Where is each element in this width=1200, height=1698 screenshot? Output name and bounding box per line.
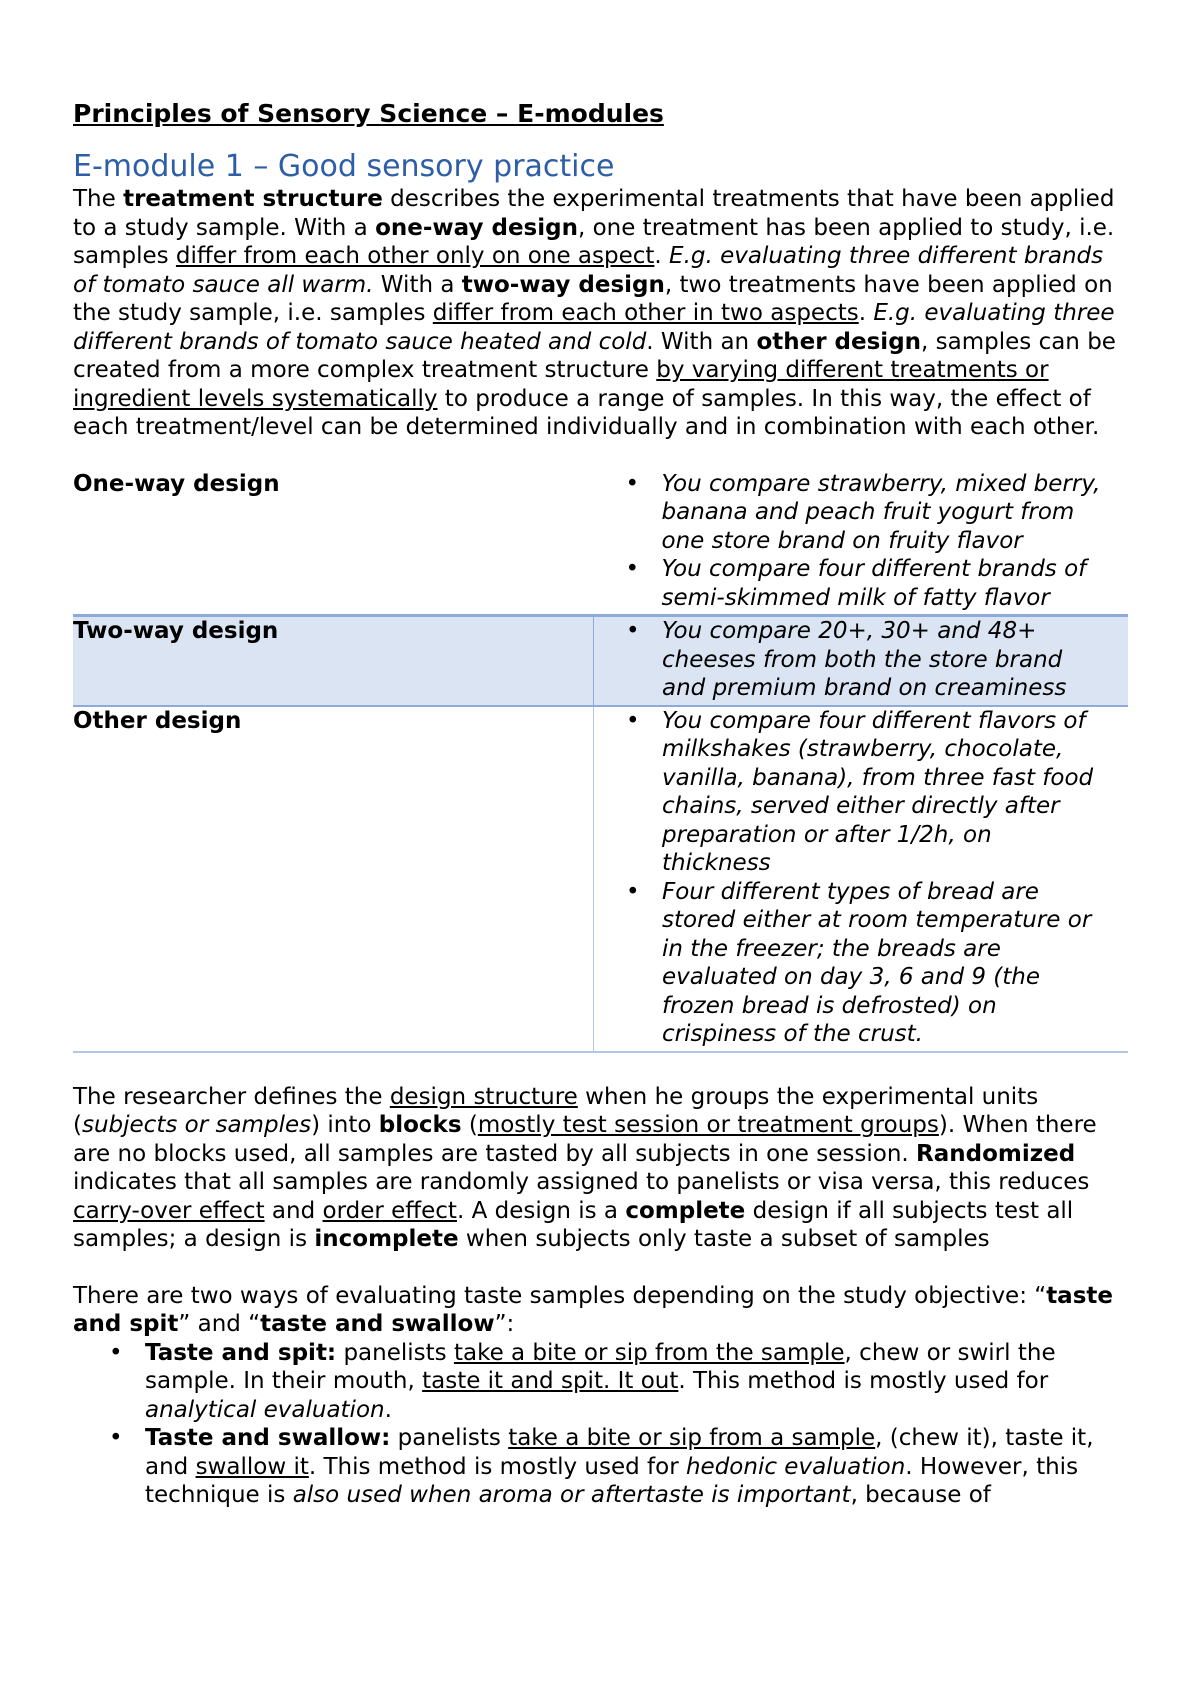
term-other-design: other design	[756, 328, 922, 355]
underlined-phrase: differ from each other only on one aspect	[175, 243, 655, 269]
text-run: , one treatment has been applied to study, i.e. samples	[73, 214, 1115, 269]
underlined-phrase: by varying different treatments or ingredient levels systematically	[73, 357, 1049, 412]
method-label: Taste and swallow:	[145, 1425, 391, 1451]
design-label-cell	[73, 470, 594, 616]
underlined-phrase: design structure	[389, 1083, 578, 1110]
document-title: Principles of Sensory Science – E-modules	[73, 99, 664, 128]
design-types-table	[73, 470, 1128, 1053]
text-run: describes the experimental treatments that have been applied to a study sample. With a	[73, 186, 1115, 241]
text-run: indicates that all samples are randomly assigned to panelists or visa versa, this reduces	[73, 1169, 1090, 1195]
italic-phrase: hedonic evaluation	[685, 1453, 906, 1480]
design-examples-cell	[594, 470, 1129, 616]
example-one-way: E.g. evaluating three different brands of tomato sauce all warm.	[73, 243, 1104, 298]
design-label: One-way design	[73, 470, 280, 497]
text-run: With a	[373, 271, 462, 298]
underlined-phrase: swallow it	[195, 1453, 309, 1480]
list-item: • You compare 20+, 30+ and 48+ cheeses from both the store brand and premium brand on creaminess	[662, 617, 1102, 703]
document-body	[73, 97, 1128, 1510]
text-run: .	[654, 243, 670, 269]
text-run: , because of	[850, 1482, 991, 1508]
underlined-phrase: take a bite or sip from a sample	[508, 1425, 876, 1451]
text-run: .	[384, 1396, 392, 1423]
term-randomized: Randomized	[916, 1140, 1076, 1167]
term-taste-and-swallow: taste and swallow	[260, 1311, 495, 1337]
list-item: • Four different types of bread are stored either at room temperature or in the freezer; the breads are evaluated on day 3, 6 and 9 (the frozen bread is defrosted) on crispiness of the crust.	[662, 878, 1102, 1049]
term-incomplete: incomplete	[314, 1226, 459, 1252]
list-item-taste-and-swallow	[145, 1424, 1128, 1510]
design-label-cell	[73, 616, 594, 706]
text-run: . This method is mostly used for	[678, 1368, 1049, 1394]
text-run: when he groups the experimental units (	[73, 1083, 1039, 1138]
text-run: and	[264, 1197, 323, 1224]
text-run: , samples can be created from a more complex treatment structure	[73, 328, 1116, 383]
design-label: Other design	[73, 707, 242, 734]
text-run: The researcher defines the	[73, 1083, 390, 1110]
term-blocks: blocks	[378, 1112, 462, 1138]
method-label: Taste and spit:	[145, 1339, 337, 1366]
example-list	[594, 617, 1102, 703]
text-run: . This method is mostly used for	[308, 1453, 686, 1480]
text-run: , (chew it), taste it, and	[145, 1425, 1094, 1480]
text-run: There are two ways of evaluating taste samples depending on the study objective: “	[73, 1282, 1047, 1309]
text-run: design if all subjects test all samples; a design is	[73, 1197, 1074, 1252]
term-two-way-design: two-way design	[461, 271, 665, 298]
design-label-cell	[73, 706, 594, 1052]
text-run: ” and “	[178, 1311, 261, 1337]
text-run: The	[73, 186, 124, 212]
text-run: . However, this technique is	[145, 1453, 1079, 1508]
text-run: , chew or swirl the sample. In their mouth,	[145, 1339, 1056, 1394]
example-two-way: E.g. evaluating three different brands of tomato sauce heated and cold	[73, 300, 1115, 355]
text-run: ). When there are no blocks used, all samples are tasted by all subjects in one session.	[73, 1112, 1097, 1167]
underlined-phrase: carry-over effect	[73, 1197, 265, 1224]
table-row-other	[73, 706, 1128, 1052]
term-treatment-structure: treatment structure	[123, 186, 383, 212]
example-list	[594, 470, 1102, 613]
term-taste-and-spit: taste and spit	[73, 1282, 1113, 1337]
list-item: • You compare strawberry, mixed berry, banana and peach fruit yogurt from one store brand on fruity flavor	[662, 470, 1102, 556]
text-run: . A design is a	[456, 1197, 626, 1224]
tasting-methods-list	[73, 1339, 1128, 1510]
table-row-two-way	[73, 616, 1128, 706]
text-run: to produce a range of samples. In this way, the effect of each treatment/level can be determined individually and in combination with each other.	[73, 385, 1100, 440]
treatment-structure-paragraph	[73, 185, 1128, 442]
design-examples-cell	[594, 616, 1129, 706]
text-run: .	[858, 300, 874, 326]
underlined-phrase: take a bite or sip from the sample	[453, 1339, 845, 1366]
text-run: , two treatments have been applied on the study sample, i.e. samples	[73, 271, 1113, 326]
text-run: panelists	[336, 1339, 454, 1366]
example-list	[594, 707, 1102, 1049]
underlined-phrase: differ from each other in two aspects	[432, 300, 859, 326]
list-item-taste-and-spit	[145, 1339, 1128, 1425]
design-label: Two-way design	[73, 618, 279, 644]
underlined-phrase: mostly test session or treatment groups	[477, 1112, 939, 1138]
list-item: • You compare four different flavors of milkshakes (strawberry, chocolate, vanilla, banana), from three fast food chains, served either directly after preparation or after 1/2h, on thickness	[662, 707, 1102, 878]
list-item: • You compare four different brands of semi-skimmed milk of fatty flavor	[662, 555, 1102, 612]
italic-phrase: also used when aroma or aftertaste is important	[292, 1482, 851, 1508]
text-run: panelists	[390, 1425, 509, 1451]
text-run: ) into	[311, 1112, 379, 1138]
text-run: when subjects only taste a subset of samples	[458, 1226, 990, 1252]
table-row-one-way	[73, 470, 1128, 616]
tasting-intro-paragraph	[73, 1282, 1128, 1339]
module-heading: E-module 1 – Good sensory practice	[73, 149, 615, 184]
term-one-way-design: one-way design	[375, 214, 578, 241]
italic-phrase: analytical evaluation	[145, 1396, 385, 1423]
italic-phrase: subjects or samples	[81, 1112, 312, 1138]
design-examples-cell	[594, 706, 1129, 1052]
term-complete: complete	[625, 1197, 746, 1224]
underlined-phrase: taste it and spit. It out	[422, 1368, 679, 1394]
text-run: ”:	[494, 1311, 515, 1337]
design-structure-paragraph	[73, 1083, 1128, 1254]
text-run: (	[461, 1112, 478, 1138]
underlined-phrase: order effect	[322, 1197, 457, 1224]
text-run: . With an	[646, 328, 757, 355]
